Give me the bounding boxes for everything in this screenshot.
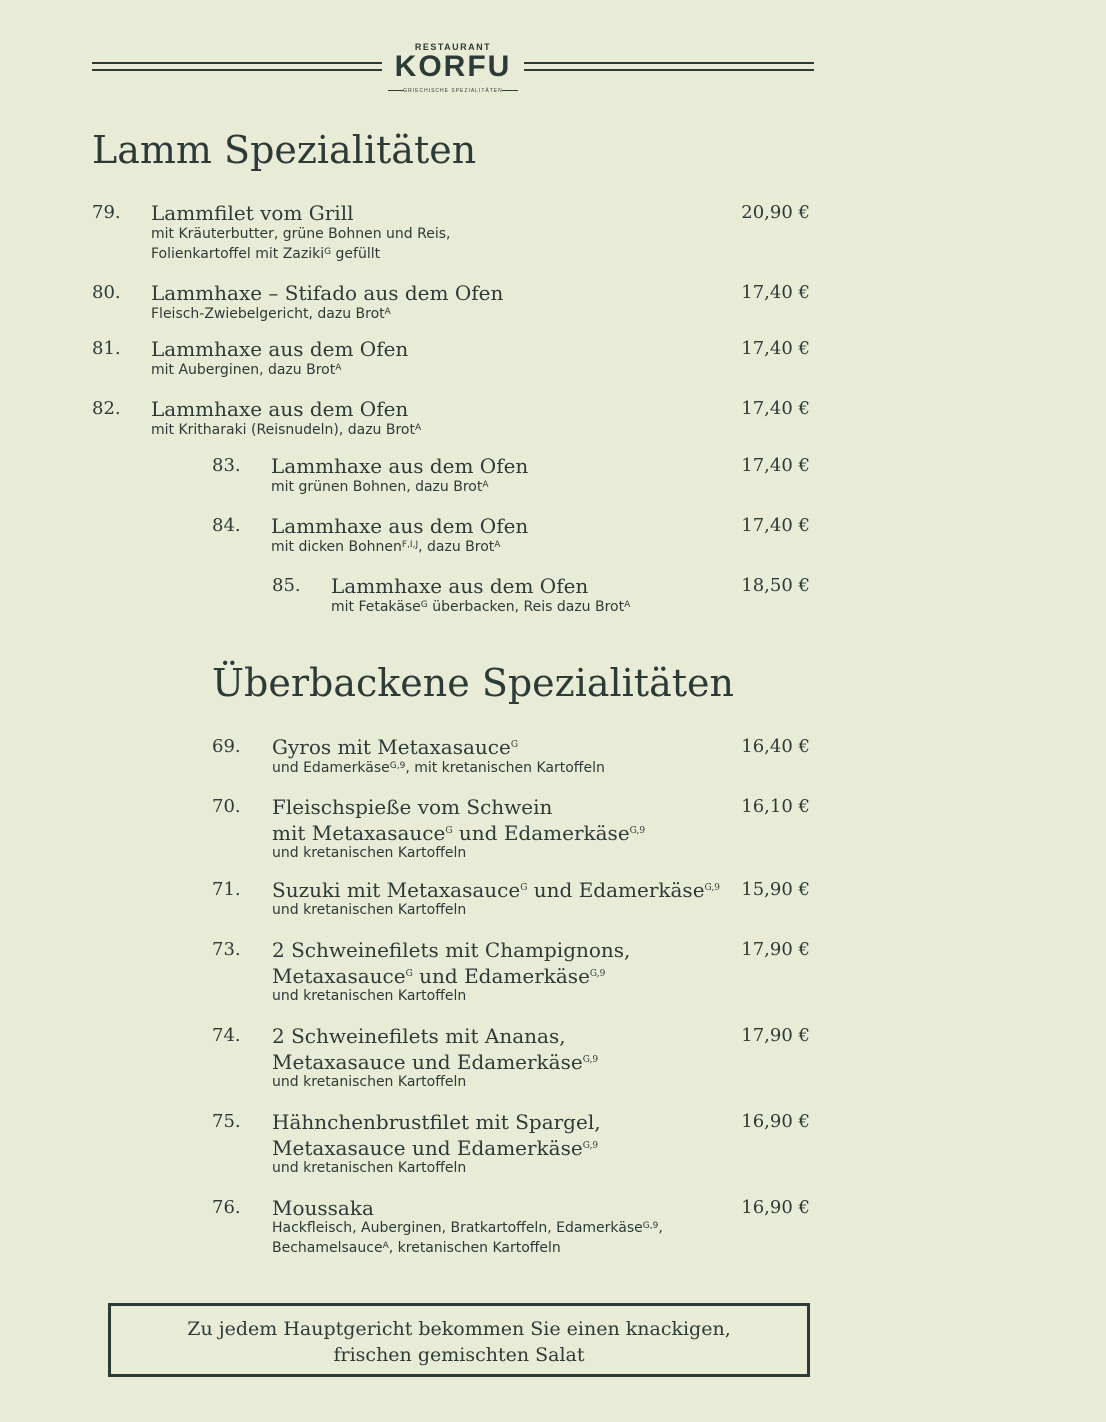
item-name-line2: mit Metaxasauce$^G$ und Edamerkäse$^{G,9}$ [272, 821, 646, 845]
item-description: Fleisch-Zwiebelgericht, dazu Brot$^A$ [151, 306, 391, 322]
item-name-line2: Metaxasauce und Edamerkäse$^{G,9}$ [272, 1136, 599, 1160]
item-description: mit Auberginen, dazu Brot$^A$ [151, 362, 342, 378]
item-number: 70. [212, 796, 241, 817]
item-name: Gyros mit Metaxasauce$^G$ [272, 735, 519, 759]
item-name-line2: Metaxasauce und Edamerkäse$^{G,9}$ [272, 1050, 599, 1074]
item-number: 69. [212, 736, 241, 757]
item-number: 80. [92, 282, 121, 303]
item-price: 16,90 € [741, 1197, 810, 1218]
item-price: 18,50 € [741, 575, 810, 596]
item-number: 81. [92, 338, 121, 359]
item-name: Lammhaxe – Stifado aus dem Ofen [151, 281, 504, 305]
logo-tagline: GRIECHISCHE SPEZIALITÄTEN [403, 88, 503, 94]
item-number: 74. [212, 1025, 241, 1046]
item-price: 17,40 € [741, 515, 810, 536]
item-price: 16,40 € [741, 736, 810, 757]
item-price: 17,40 € [741, 282, 810, 303]
section-title-lamm: Lamm Spezialitäten [92, 128, 477, 172]
item-number: 84. [212, 515, 241, 536]
item-name: 2 Schweinefilets mit Ananas, [272, 1024, 566, 1048]
item-description: mit dicken Bohnen$^{F,I,J}$, dazu Brot$^A$ [271, 539, 501, 555]
item-name: Lammhaxe aus dem Ofen [271, 454, 529, 478]
restaurant-logo [92, 40, 814, 96]
item-name: Suzuki mit Metaxasauce$^G$ und Edamerkäse$^{G,9}$ [272, 878, 720, 902]
item-description: und kretanischen Kartoffeln [272, 845, 467, 861]
item-number: 71. [212, 879, 241, 900]
item-number: 73. [212, 939, 241, 960]
item-price: 17,40 € [741, 398, 810, 419]
item-name: Lammhaxe aus dem Ofen [271, 514, 529, 538]
logo-name: KORFU [394, 50, 512, 83]
item-description: und Edamerkäse$^{G,9}$, mit kretanischen Kartoffeln [272, 760, 605, 776]
item-name: 2 Schweinefilets mit Champignons, [272, 938, 631, 962]
item-number: 85. [272, 575, 301, 596]
section-title-ueberbacken: Überbackene Spezialitäten [212, 661, 734, 705]
item-price: 17,90 € [741, 939, 810, 960]
item-name: Lammhaxe aus dem Ofen [151, 337, 409, 361]
item-description: mit Kräuterbutter, grüne Bohnen und Reis, [151, 226, 451, 242]
item-description: mit Kritharaki (Reisnudeln), dazu Brot$^A$ [151, 422, 422, 438]
item-description: mit Fetakäse$^G$ überbacken, Reis dazu Brot$^A$ [331, 599, 631, 615]
item-name: Fleischspieße vom Schwein [272, 795, 553, 819]
item-description: Folienkartoffel mit Zaziki$^G$ gefüllt [151, 246, 381, 262]
item-description: und kretanischen Kartoffeln [272, 988, 467, 1004]
item-name: Lammhaxe aus dem Ofen [331, 574, 589, 598]
item-price: 17,40 € [741, 455, 810, 476]
salad-note-box [108, 1303, 810, 1377]
item-price: 15,90 € [741, 879, 810, 900]
item-description: Bechamelsauce$^A$, kretanischen Kartoffeln [272, 1240, 561, 1256]
item-description: und kretanischen Kartoffeln [272, 902, 467, 918]
item-number: 82. [92, 398, 121, 419]
item-number: 79. [92, 202, 121, 223]
item-name: Hähnchenbrustfilet mit Spargel, [272, 1110, 601, 1134]
item-description: und kretanischen Kartoffeln [272, 1160, 467, 1176]
logo-restaurant-label: RESTAURANT [414, 42, 492, 52]
item-name: Moussaka [272, 1196, 374, 1220]
logo-tagline-rule-left [388, 90, 404, 91]
item-price: 16,10 € [741, 796, 810, 817]
item-price: 20,90 € [741, 202, 810, 223]
item-price: 17,90 € [741, 1025, 810, 1046]
item-description: und kretanischen Kartoffeln [272, 1074, 467, 1090]
item-price: 17,40 € [741, 338, 810, 359]
item-description: mit grünen Bohnen, dazu Brot$^A$ [271, 479, 489, 495]
logo-tagline-rule-right [502, 90, 518, 91]
item-number: 83. [212, 455, 241, 476]
item-number: 76. [212, 1197, 241, 1218]
note-line-1: Zu jedem Hauptgericht bekommen Sie einen knackigen, [187, 1318, 731, 1340]
item-name-line2: Metaxasauce$^G$ und Edamerkäse$^{G,9}$ [272, 964, 606, 988]
item-number: 75. [212, 1111, 241, 1132]
item-description: Hackfleisch, Auberginen, Bratkartoffeln, Edamerkäse$^{G,9}$, [272, 1220, 663, 1236]
item-price: 16,90 € [741, 1111, 810, 1132]
item-name: Lammfilet vom Grill [151, 201, 354, 225]
item-name: Lammhaxe aus dem Ofen [151, 397, 409, 421]
note-line-2: frischen gemischten Salat [333, 1344, 585, 1366]
